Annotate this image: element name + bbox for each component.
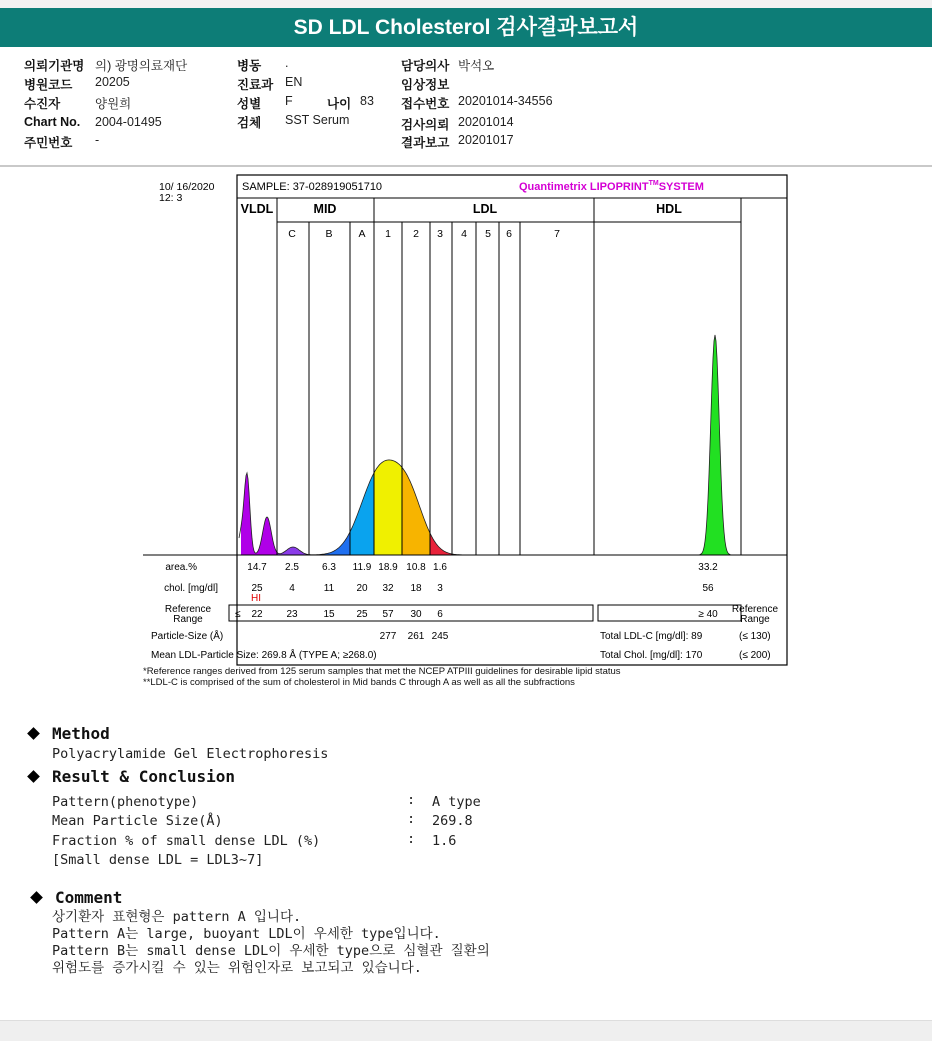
request-label: 검사의뢰 <box>401 118 450 132</box>
band-label-2: 2 <box>413 228 419 240</box>
densitometry-curve <box>239 335 741 555</box>
area-value-0: 14.7 <box>247 562 267 573</box>
ward-label: 병동 <box>237 59 262 73</box>
sex-value: F <box>285 94 293 108</box>
result-fraction-value: 1.6 <box>432 833 457 849</box>
row-label-ref: Reference <box>164 604 212 615</box>
particle-row <box>380 631 449 642</box>
band-label-1: 1 <box>385 228 391 240</box>
method-heading: Method <box>52 724 110 743</box>
particle-size-2: 245 <box>431 631 449 642</box>
receipt-label: 접수번호 <box>401 97 450 111</box>
band-label-c: C <box>288 228 296 240</box>
area-value-3: 11.9 <box>352 562 372 573</box>
patient-label: 수진자 <box>24 97 61 111</box>
result-size-label: Mean Particle Size(Å) <box>52 813 223 829</box>
result-heading: Result & Conclusion <box>52 767 236 786</box>
comment-bullet-icon <box>30 891 43 904</box>
comment-line: 상기환자 표현형은 pattern A 입니다. <box>52 909 302 925</box>
fraction-fill-7 <box>688 335 741 555</box>
result-size-sep: : <box>407 811 416 827</box>
area-value-5: 10.8 <box>406 562 426 573</box>
row-label-ref2: Range <box>173 614 203 625</box>
chol-value-0: 25 <box>251 583 263 594</box>
fraction-fill-6 <box>430 533 452 555</box>
area-row <box>247 562 447 573</box>
result-pattern-label: Pattern(phenotype) <box>52 794 199 810</box>
result-pattern-sep: : <box>407 792 416 808</box>
ref-hdl-box <box>598 605 741 621</box>
row-label-particle: Particle-Size (Å) <box>151 631 224 642</box>
method-text: Polyacrylamide Gel Electrophoresis <box>52 746 329 762</box>
report-date-label: 결과보고 <box>401 136 450 150</box>
age-value: 83 <box>360 94 374 108</box>
page-footer-bar <box>0 1020 932 1041</box>
receipt-value: 20201014-34556 <box>458 94 553 108</box>
sex-label: 성별 <box>237 97 262 111</box>
ref-value-2: 15 <box>323 609 335 620</box>
id-value: - <box>95 133 100 147</box>
patient-value: 양원희 <box>95 97 132 111</box>
mean-ldl-size: Mean LDL-Particle Size: 269.8 Å (TYPE A; ≥268.0) <box>151 650 377 661</box>
ward-value: . <box>285 56 289 70</box>
brand-name: Quantimetrix LIPOPRINT™SYSTEM <box>519 180 704 193</box>
result-bullet-icon <box>27 770 40 783</box>
specimen-value: SST Serum <box>285 113 350 127</box>
ref-value-0: 22 <box>251 609 263 620</box>
area-value-6: 1.6 <box>433 562 447 573</box>
method-bullet-icon <box>27 727 40 740</box>
report-date: 10/ 16/2020 <box>159 181 215 193</box>
fraction-fill-5 <box>402 467 430 555</box>
institution-label: 의뢰기관명 <box>24 59 85 73</box>
comment-line: Pattern A는 large, buoyant LDL이 우세한 type입니다. <box>52 926 441 942</box>
ref-le-sign: ≤ <box>235 609 241 620</box>
footnote-2: **LDL-C is comprised of the sum of cholesterol in Mid bands C through A as well as all the subfractions <box>143 677 575 688</box>
comment-line: Pattern B는 small dense LDL이 우세한 type으로 심혈관 질환의 <box>52 943 490 959</box>
patient-info-panel <box>0 47 932 167</box>
total-ldl-ref: (≤ 130) <box>739 631 771 642</box>
group-hdl: HDL <box>656 202 682 216</box>
area-value-1: 2.5 <box>285 562 299 573</box>
chol-row <box>251 583 443 594</box>
chart-value: 2004-01495 <box>95 115 162 129</box>
area-value-2: 6.3 <box>322 562 336 573</box>
row-label-ref2-right: Range <box>740 614 770 625</box>
fraction-fill-0 <box>241 473 277 555</box>
ref-value-6: 6 <box>437 609 443 620</box>
row-label-area: area.% <box>165 562 197 573</box>
footnotes <box>143 666 621 688</box>
doctor-label: 담당의사 <box>401 59 450 73</box>
band-dividers <box>143 198 787 555</box>
chol-value-5: 18 <box>410 583 422 594</box>
particle-size-1: 261 <box>407 631 425 642</box>
group-vldl: VLDL <box>240 202 274 216</box>
ref-value-5: 30 <box>410 609 422 620</box>
doctor-value: 박석오 <box>458 59 495 73</box>
lipoprint-report <box>143 172 789 666</box>
fraction-fills <box>241 335 741 555</box>
footnote-1: *Reference ranges derived from 125 serum samples that met the NCEP ATPIII guidelines for desirable lipid status <box>143 666 621 677</box>
chart-label: Chart No. <box>24 115 81 129</box>
group-mid: MID <box>313 202 337 216</box>
comment-line: 위험도를 증가시킬 수 있는 위험인자로 보고되고 있습니다. <box>52 960 422 976</box>
ref-row <box>251 609 443 620</box>
ref-value-1: 23 <box>286 609 298 620</box>
result-size-value: 269.8 <box>432 813 473 829</box>
total-ldl: Total LDL-C [mg/dl]: 89 <box>600 631 703 642</box>
page-title: SD LDL Cholesterol 검사결과보고서 <box>0 8 932 47</box>
sample-id: SAMPLE: 37-028919051710 <box>242 181 383 193</box>
dept-value: EN <box>285 75 303 89</box>
result-pattern-value: A type <box>432 794 481 810</box>
result-note: [Small dense LDL = LDL3~7] <box>52 852 264 868</box>
chol-value-2: 11 <box>323 583 335 594</box>
clinical-label: 임상정보 <box>401 78 450 92</box>
chol-value-4: 32 <box>382 583 394 594</box>
chol-value-3: 20 <box>356 583 368 594</box>
result-fraction-sep: : <box>407 831 416 847</box>
band-label-3: 3 <box>437 228 443 240</box>
row-label-ref-right: Reference <box>731 604 779 615</box>
institution-value: 의) 광명의료재단 <box>95 59 188 73</box>
total-chol: Total Chol. [mg/dl]: 170 <box>600 650 703 661</box>
fraction-fill-2 <box>309 532 350 555</box>
chol-value-6: 3 <box>437 583 443 594</box>
dept-label: 진료과 <box>237 78 274 92</box>
area-value-4: 18.9 <box>378 562 398 573</box>
band-label-7: 7 <box>554 228 560 240</box>
fraction-fill-1 <box>277 547 309 555</box>
chol-hdl: 56 <box>702 583 714 594</box>
ref-hdl: ≥ 40 <box>698 609 718 620</box>
result-fraction-label: Fraction % of small dense LDL (%) <box>52 833 321 849</box>
fraction-fill-4 <box>374 460 402 555</box>
hospital-code-value: 20205 <box>95 75 130 89</box>
row-label-chol: chol. [mg/dl] <box>164 583 218 594</box>
id-label: 주민번호 <box>24 136 73 150</box>
area-hdl: 33.2 <box>698 562 718 573</box>
request-value: 20201014 <box>458 115 514 129</box>
chol-value-1: 4 <box>289 583 295 594</box>
band-label-b: B <box>325 228 333 240</box>
comment-heading: Comment <box>55 888 123 907</box>
specimen-label: 검체 <box>237 116 262 130</box>
band-label-4: 4 <box>461 228 467 240</box>
hospital-code-label: 병원코드 <box>24 78 73 92</box>
group-ldl: LDL <box>472 202 498 216</box>
ref-value-4: 57 <box>382 609 394 620</box>
band-label-5: 5 <box>485 228 491 240</box>
fraction-fill-3 <box>350 473 374 555</box>
comment-text <box>52 909 490 977</box>
report-date-value: 20201017 <box>458 133 514 147</box>
particle-size-0: 277 <box>379 631 397 642</box>
band-label-a: A <box>358 228 366 240</box>
window-top-bar <box>0 0 932 8</box>
report-time: 12: 3 <box>159 192 183 204</box>
band-label-6: 6 <box>506 228 512 240</box>
chol-hi-flag: HI <box>251 593 261 604</box>
ref-value-3: 25 <box>356 609 368 620</box>
total-chol-ref: (≤ 200) <box>739 650 771 661</box>
age-label: 나이 <box>327 97 352 111</box>
